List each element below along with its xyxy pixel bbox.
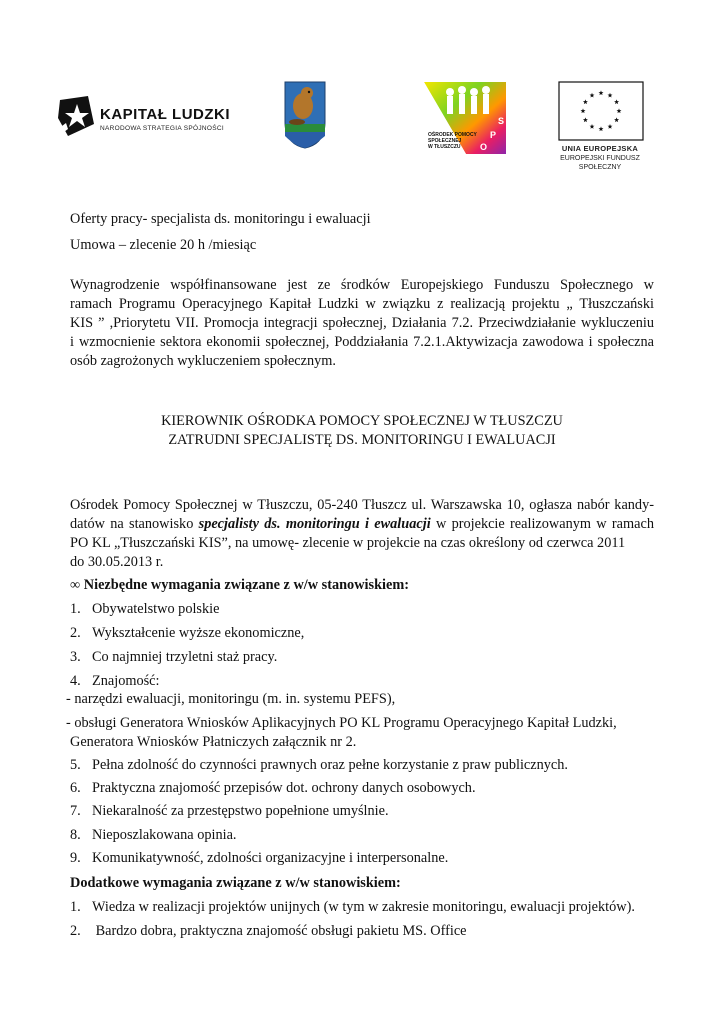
intro-line: Ośrodek Pomocy Społecznej w Tłuszczu, 05-240 Tłuszcz ul. Warszawska 10, ogłasza nabór kandy- xyxy=(70,497,654,513)
kapital-ludzki-star-icon xyxy=(58,96,96,138)
funding-line: Wynagrodzenie współfinansowane jest ze środków Europejskiego Funduszu Społecznego w xyxy=(70,277,654,293)
list-item xyxy=(70,672,160,691)
funding-paragraph xyxy=(70,276,654,371)
knowledge-sub1: - narzędzi ewaluacji, monitoringu (m. in. systemu PEFS), xyxy=(66,691,396,707)
eu-logo xyxy=(545,72,655,180)
list-text: Bardzo dobra, praktyczna znajomość obsługi pakietu MS. Office xyxy=(92,923,467,939)
list-item xyxy=(70,624,304,643)
funding-line: ramach Programu Operacyjnego Kapitał Ludzki w związku z realizacją projektu „ Tłuszczański xyxy=(70,296,654,312)
list-text: Obywatelstwo polskie xyxy=(92,601,220,617)
list-number: 4. xyxy=(70,673,81,689)
list-number: 2. xyxy=(70,625,81,641)
svg-text:W TŁUSZCZU: W TŁUSZCZU xyxy=(428,144,461,150)
headline-line2: ZATRUDNI SPECJALISTĘ DS. MONITORINGU I EWALUACJI xyxy=(168,432,556,448)
list-number: 8. xyxy=(70,827,81,843)
list-number: 1. xyxy=(70,601,81,617)
list-number: 2. xyxy=(70,923,81,939)
svg-text:P: P xyxy=(490,130,497,140)
list-number: 1. xyxy=(70,899,81,915)
eu-line1: UNIA EUROPEJSKA xyxy=(561,144,639,153)
list-item xyxy=(70,898,635,917)
infinity-icon: ∞ xyxy=(70,577,81,593)
funding-line: osób zagrożonych wykluczeniem społecznym. xyxy=(70,353,336,369)
list-text: Wykształcenie wyższe ekonomiczne, xyxy=(92,625,305,641)
list-text: Nieposzlakowana opinia. xyxy=(92,827,237,843)
list-text: Co najmniej trzyletni staż pracy. xyxy=(92,649,278,665)
list-text: Komunikatywność, zdolności organizacyjne i interpersonalne. xyxy=(92,850,449,866)
eu-caption xyxy=(545,144,655,172)
list-item xyxy=(70,779,476,798)
svg-text:S: S xyxy=(498,116,505,126)
eu-line2: EUROPEJSKI FUNDUSZ xyxy=(560,155,640,162)
intro-line xyxy=(70,515,654,534)
list-item xyxy=(70,756,568,775)
svg-text:O: O xyxy=(480,142,488,152)
knowledge-sub2-line1: - obsługi Generatora Wniosków Aplikacyjnych PO KL Programu Operacyjnego Kapitał Ludzki, xyxy=(66,715,617,731)
svg-text:OŚRODEK POMOCY: OŚRODEK POMOCY xyxy=(428,132,477,138)
list-item xyxy=(70,648,277,667)
intro-paragraph xyxy=(70,496,654,572)
list-text: Znajomość: xyxy=(92,673,160,689)
funding-line: i wzmocnienie sektora ekonomii społecznej, Poddziałania 7.2.1.Aktywizacja zawodowa i społeczna xyxy=(70,334,654,350)
offer-title: Oferty pracy- specjalista ds. monitoringu i ewaluacji xyxy=(70,211,371,227)
position-name: specjalisty ds. monitoringu i ewaluacji xyxy=(198,516,431,532)
list-number: 9. xyxy=(70,850,81,866)
list-number: 6. xyxy=(70,780,81,796)
required-heading-text: Niezbędne wymagania związane z w/w stanowiskiem: xyxy=(83,577,410,593)
intro-line: PO KL „Tłuszczański KIS”, na umowę- zlecenie w projekcie na czas określony od czerwca 2011 xyxy=(70,535,626,551)
list-text: Pełna zdolność do czynności prawnych oraz pełne korzystanie z praw publicznych. xyxy=(92,757,568,773)
list-text: Niekaralność za przestępstwo popełnione umyślnie. xyxy=(92,803,389,819)
list-number: 7. xyxy=(70,803,81,819)
eu-line3: SPOŁECZNY xyxy=(578,164,622,171)
ops-logo xyxy=(420,78,510,158)
headline-line1: KIEROWNIK OŚRODKA POMOCY SPOŁECZNEJ W TŁUSZCZU xyxy=(161,413,563,429)
eu-flag-icon xyxy=(545,72,655,144)
kapital-ludzki-logo xyxy=(58,96,96,138)
list-item xyxy=(70,802,389,821)
list-item xyxy=(70,826,237,845)
list-item xyxy=(70,849,448,868)
list-text: Wiedza w realizacji projektów unijnych (w tym w zakresie monitoringu, ewaluacji projektów). xyxy=(92,899,635,915)
intro-line: do 30.05.2013 r. xyxy=(70,554,164,570)
intro-line2-c: w projekcie realizowanym w ramach xyxy=(430,516,654,532)
list-number: 5. xyxy=(70,757,81,773)
beaver-coat-of-arms-icon xyxy=(283,80,327,150)
list-item xyxy=(70,922,467,941)
knowledge-sub2-line2: Generatora Wniosków Płatniczych załącznik nr 2. xyxy=(70,734,357,750)
list-item xyxy=(70,600,219,619)
funding-line: KIS ” ,Priorytetu VII. Promocja integracji społecznej, Działania 7.2. Przeciwdziałanie wykluczeniu xyxy=(70,315,654,331)
contract-type: Umowa – zlecenie 20 h /miesiąc xyxy=(70,237,257,253)
list-number: 3. xyxy=(70,649,81,665)
list-text: Praktyczna znajomość przepisów dot. ochrony danych osobowych. xyxy=(92,780,476,796)
intro-line2-a: datów na stanowisko xyxy=(70,516,199,532)
kapital-ludzki-title: KAPITAŁ LUDZKI xyxy=(100,106,231,123)
svg-text:SPOŁECZNEJ: SPOŁECZNEJ xyxy=(428,138,462,144)
kapital-ludzki-subtitle: NARODOWA STRATEGIA SPÓJNOŚCI xyxy=(100,125,224,132)
additional-heading: Dodatkowe wymagania związane z w/w stanowiskiem: xyxy=(70,875,401,891)
required-heading xyxy=(70,576,409,595)
